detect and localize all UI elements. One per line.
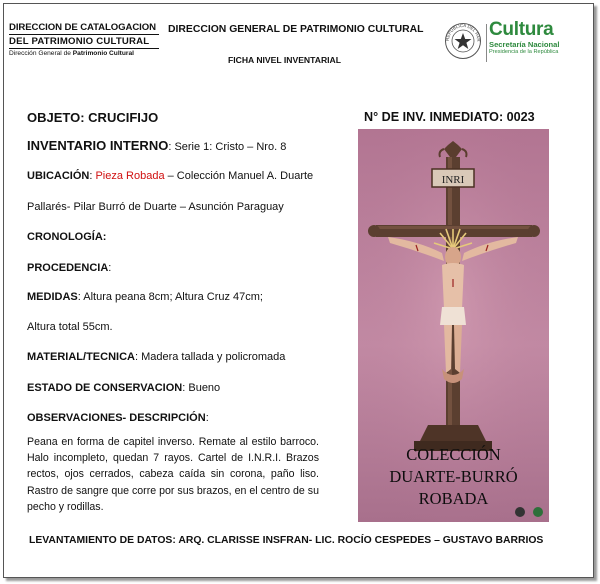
catalogacion-logo xyxy=(9,22,159,57)
medidas-line-2: Altura total 55cm. xyxy=(27,321,113,333)
paraguay-seal-icon xyxy=(444,22,482,60)
seal-text: REPÚBLICA DEL PAR xyxy=(444,22,482,42)
logo-line-2: DEL PATRIMONIO CULTURAL xyxy=(9,34,159,49)
medidas-value: : Altura peana 8cm; Altura Cruz 47cm; xyxy=(77,291,263,303)
procedencia-value: : xyxy=(108,262,112,274)
material-value: : Madera tallada y policromada xyxy=(134,351,286,363)
material-label: MATERIAL/TECNICA xyxy=(27,351,135,363)
objeto-value: CRUCIFIJO xyxy=(88,110,159,125)
ubicacion-separator: : xyxy=(89,170,96,182)
cronologia-field xyxy=(27,231,106,243)
cultura-logo xyxy=(489,20,560,56)
estado-field xyxy=(27,382,220,394)
inventory-number-label: N° DE INV. INMEDIATO: xyxy=(364,110,507,124)
observaciones-separator: : xyxy=(205,412,209,424)
inventario-field xyxy=(27,138,286,153)
inventory-number-value: 0023 xyxy=(506,110,535,124)
observaciones-field xyxy=(27,412,209,424)
inri-text: INRI xyxy=(441,174,465,186)
logo-line-3-prefix: Dirección General de xyxy=(9,50,73,57)
estado-label: ESTADO DE CONSERVACION xyxy=(27,382,183,394)
inventario-label: INVENTARIO INTERNO xyxy=(27,138,169,153)
logo-line-3-bold: Patrimonio Cultural xyxy=(72,50,134,57)
objeto-field xyxy=(27,110,158,125)
cultura-subtitle-2: Presidencia de la República xyxy=(489,49,559,55)
medidas-field xyxy=(27,291,263,303)
cultura-subtitle: Secretaría Nacional xyxy=(489,40,560,49)
objeto-label: OBJETO: xyxy=(27,110,89,125)
cultura-title: Cultura xyxy=(489,19,554,40)
stamp-line-3: ROBADA xyxy=(418,489,489,508)
ubicacion-label: UBICACIÓN xyxy=(27,170,90,182)
data-collection-credits: LEVANTAMIENTO DE DATOS: ARQ. CLARISSE INSFRAN- LIC. ROCÍO CESPEDES – GUSTAVO BARRIOS xyxy=(29,535,544,546)
observaciones-text: Peana en forma de capitel inverso. Remate al estilo barroco. Halo incompleto, quedan 7 rayos. Cartel de I.N.R.I. Brazos rectos, ojos cerrados, cabeza caída sin corona, paño liso. Rastro de sangre que corre por sus brazos, en el centro de su pecho y rodillas. xyxy=(27,436,319,513)
inventario-value: : Serie 1: Cristo – Nro. 8 xyxy=(168,141,287,153)
header-divider xyxy=(486,24,487,62)
procedencia-field xyxy=(27,262,111,274)
cronologia-label: CRONOLOGÍA: xyxy=(27,231,107,243)
ubicacion-value: – Colección Manuel A. Duarte xyxy=(164,170,314,182)
material-field xyxy=(27,351,285,363)
estado-value: : Bueno xyxy=(182,382,221,394)
stamp-logo-2-icon xyxy=(533,507,543,517)
procedencia-label: PROCEDENCIA xyxy=(27,262,109,274)
inventory-number xyxy=(364,110,535,124)
cross-base xyxy=(420,425,486,441)
stamp-logo-1-icon xyxy=(515,507,525,517)
observaciones-label: OBSERVACIONES- DESCRIPCIÓN xyxy=(27,412,206,424)
document-title: DIRECCION GENERAL DE PATRIMONIO CULTURAL xyxy=(168,24,424,35)
ubicacion-line-2: Pallarés- Pilar Burró de Duarte – Asunción Paraguay xyxy=(27,201,284,213)
stamp-line-2: DUARTE-BURRÓ xyxy=(389,467,518,486)
document-subtitle: FICHA NIVEL INVENTARIAL xyxy=(228,55,341,65)
ubicacion-status: Pieza Robada xyxy=(95,170,165,182)
crucifix-photo xyxy=(358,129,549,522)
stamp-line-1: COLECCIÓN xyxy=(406,445,501,464)
logo-line-3 xyxy=(9,50,159,57)
logo-line-1: DIRECCION DE CATALOGACION xyxy=(9,22,156,33)
medidas-label: MEDIDAS xyxy=(27,291,78,303)
ubicacion-field xyxy=(27,170,313,182)
